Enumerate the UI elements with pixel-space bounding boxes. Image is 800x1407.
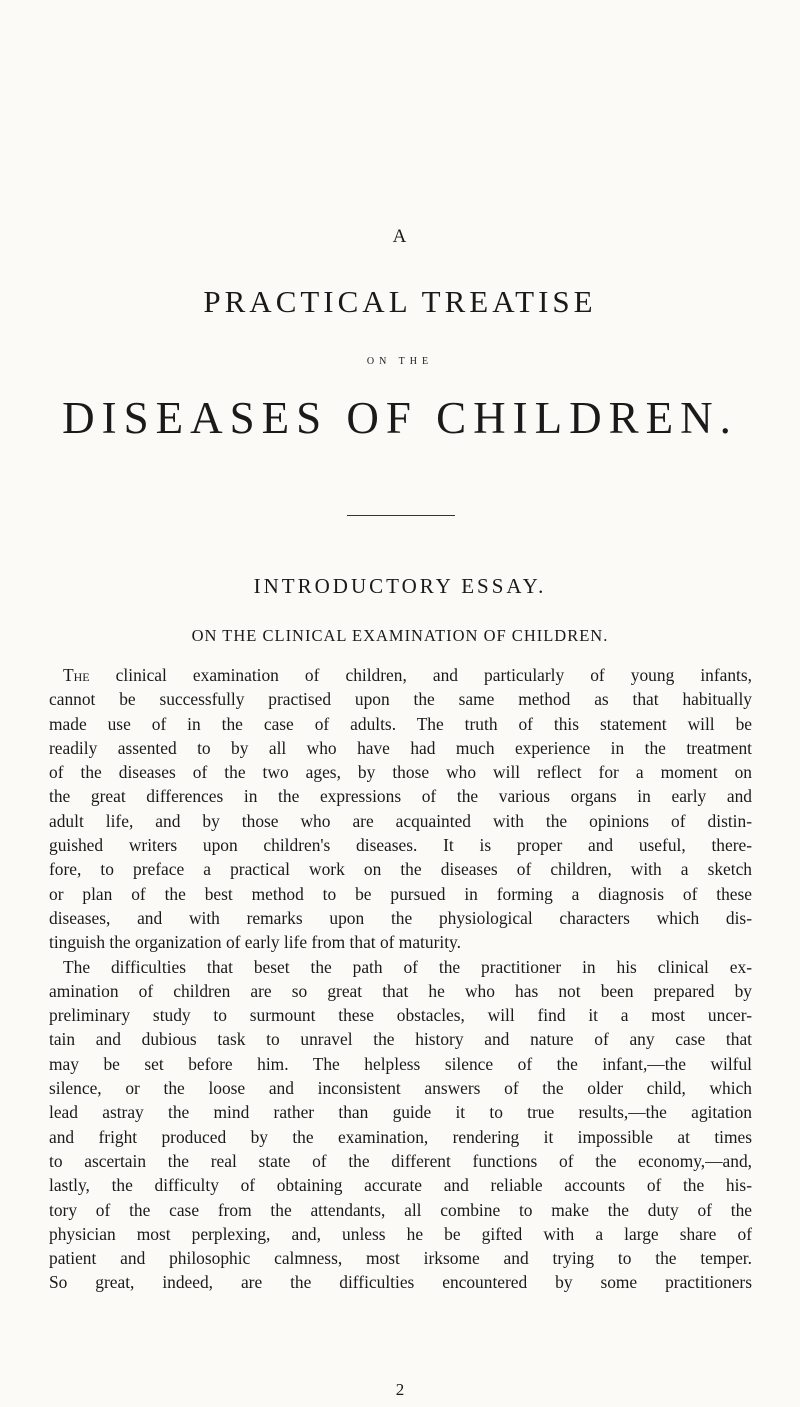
body-line: and fright produced by the examination, rendering it impossible at times xyxy=(49,1126,752,1147)
essay-subheading: ON THE CLINICAL EXAMINATION OF CHILDREN. xyxy=(191,626,609,645)
page-number: 2 xyxy=(395,1380,405,1399)
body-line: tain and dubious task to unravel the history and nature of any case that xyxy=(49,1029,752,1050)
body-line: The clinical examination of children, and particularly of young infants, xyxy=(63,665,752,685)
body-line: silence, or the loose and inconsistent answers of the older child, which xyxy=(49,1078,752,1099)
body-line: patient and philosophic calmness, most irksome and trying to the temper. xyxy=(49,1248,752,1269)
body-line: may be set before him. The helpless silence of the infant,—the wilful xyxy=(49,1053,752,1074)
title-article: A xyxy=(392,226,408,247)
body-line: guished writers upon children's diseases. It is proper and useful, there- xyxy=(49,835,752,856)
body-line: preliminary study to surmount these obstacles, will find it a most uncer- xyxy=(49,1005,752,1026)
body-line: adult life, and by those who are acquainted with the opinions of distin- xyxy=(49,810,752,831)
body-line: tinguish the organization of early life from that of maturity. xyxy=(49,932,461,953)
body-line: amination of children are so great that he who has not been prepared by xyxy=(49,980,752,1001)
essay-body xyxy=(49,663,752,1295)
body-line: of the diseases of the two ages, by those who will reflect for a moment on xyxy=(49,762,752,783)
drop-first-word: The xyxy=(63,665,90,685)
body-line: readily assented to by all who have had much experience in the treatment xyxy=(49,737,752,758)
body-line: lead astray the mind rather than guide it to true results,—the agitation xyxy=(49,1102,752,1123)
title-divider-rule xyxy=(347,515,455,516)
body-line: lastly, the difficulty of obtaining accurate and reliable accounts of the his- xyxy=(49,1175,752,1196)
body-line: physician most perplexing, and, unless he be gifted with a large share of xyxy=(49,1223,752,1244)
body-line: fore, to preface a practical work on the diseases of children, with a sketch xyxy=(49,859,752,880)
body-line: cannot be successfully practised upon the same method as that habitually xyxy=(49,689,752,710)
body-line: the great differences in the expressions of the various organs in early and xyxy=(49,786,752,807)
title-connector: ON THE xyxy=(366,356,434,367)
body-line: diseases, and with remarks upon the physiological characters which dis- xyxy=(49,907,752,928)
title-subject: DISEASES OF CHILDREN. xyxy=(62,393,738,443)
title-main: PRACTICAL TREATISE xyxy=(203,284,597,319)
essay-heading: INTRODUCTORY ESSAY. xyxy=(253,574,547,598)
body-line: made use of in the case of adults. The truth of this statement will be xyxy=(49,713,752,734)
body-line: to ascertain the real state of the different functions of the economy,—and, xyxy=(49,1150,752,1171)
body-line: or plan of the best method to be pursued in forming a diagnosis of these xyxy=(49,883,752,904)
body-line: tory of the case from the attendants, all combine to make the duty of the xyxy=(49,1199,752,1220)
body-line: The difficulties that beset the path of the practitioner in his clinical ex- xyxy=(63,956,752,977)
body-line: So great, indeed, are the difficulties encountered by some practitioners xyxy=(49,1272,752,1293)
